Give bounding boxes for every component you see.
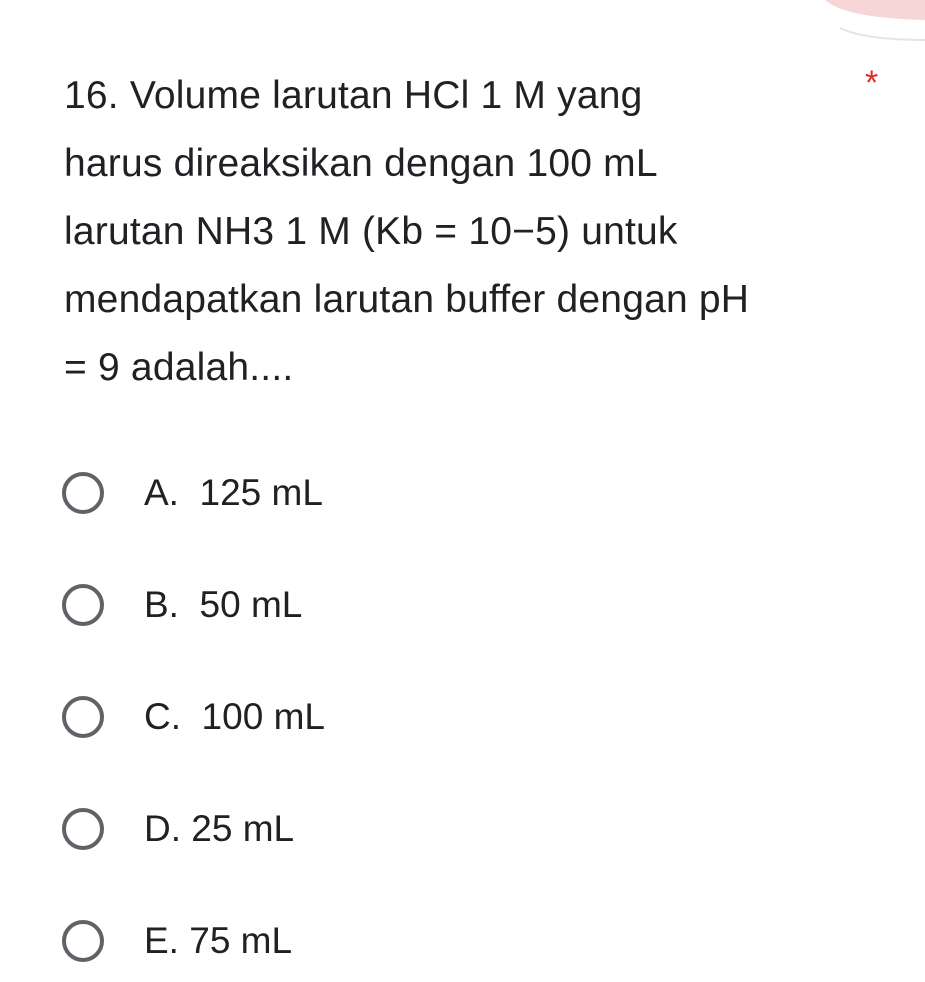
option-a[interactable]	[62, 437, 862, 549]
radio-button-icon[interactable]	[62, 808, 104, 850]
option-label[interactable]: E. 75 mL	[144, 920, 293, 961]
question-line: harus direaksikan dengan 100 mL	[64, 142, 658, 185]
option-label[interactable]: A. 125 mL	[144, 472, 323, 513]
question-line: mendapatkan larutan buffer dengan pH	[64, 278, 750, 321]
option-label[interactable]: C. 100 mL	[144, 696, 325, 737]
radio-button-icon[interactable]	[62, 472, 104, 514]
radio-button-icon[interactable]	[62, 920, 104, 962]
radio-button-icon[interactable]	[62, 584, 104, 626]
option-label[interactable]: D. 25 mL	[144, 808, 295, 849]
option-b[interactable]	[62, 549, 862, 661]
question-line: = 9 adalah....	[64, 346, 294, 389]
option-c[interactable]	[62, 661, 862, 773]
required-asterisk: *	[865, 64, 879, 102]
radio-button-icon[interactable]	[62, 696, 104, 738]
question-line: larutan NH3 1 M (Kb = 10−5) untuk	[64, 210, 678, 253]
question-line: 16. Volume larutan HCl 1 M yang	[64, 74, 643, 117]
card-corner-decoration	[805, 0, 925, 45]
question-text	[64, 62, 864, 402]
option-e[interactable]	[62, 885, 862, 982]
option-label[interactable]: B. 50 mL	[144, 584, 303, 625]
option-d[interactable]	[62, 773, 862, 885]
answer-options	[62, 437, 862, 982]
